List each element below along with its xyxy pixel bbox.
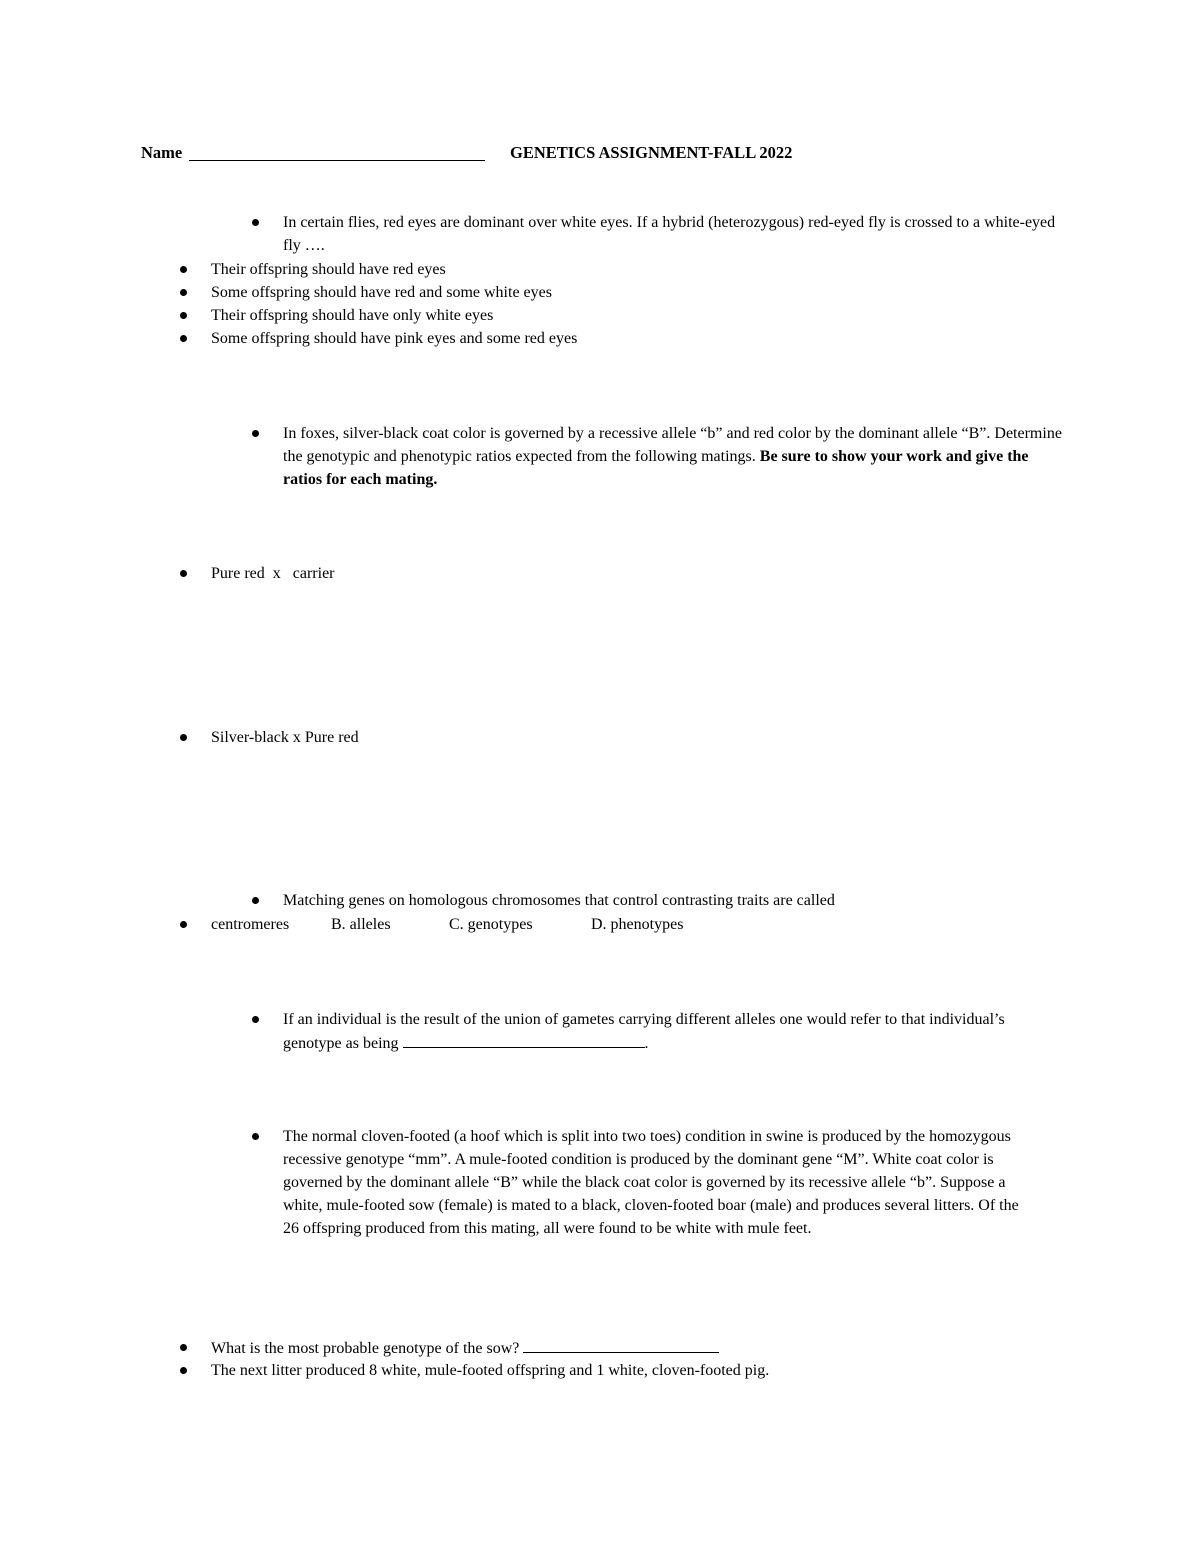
document-title: GENETICS ASSIGNMENT-FALL 2022 [510, 143, 793, 162]
bullet-icon [180, 1367, 187, 1374]
question-2-text: In foxes, silver-black coat color is governed by a recessive allele “b” and red color by the dominant allele “B”. Determine the genotypic and phenotypic ratios expected from the following matings. [283, 425, 1062, 465]
bullet-icon [180, 570, 187, 577]
name-label: Name [141, 143, 183, 162]
bullet-icon [252, 1016, 259, 1023]
option-text: Their offspring should have red eyes [211, 261, 446, 278]
mating-item [211, 562, 335, 585]
question-2-emphasis: Be sure to show your work and give the ratios for each mating. [283, 448, 1029, 488]
bullet-icon [252, 1133, 259, 1140]
choice-c: C. genotypes [449, 916, 533, 933]
name-blank-line[interactable] [189, 160, 485, 161]
question-1-option [211, 304, 493, 327]
sub-question-text: What is the most probable genotype of the sow? [211, 1340, 520, 1357]
bullet-icon [252, 897, 259, 904]
question-3 [283, 889, 835, 912]
bullet-icon [180, 335, 187, 342]
bullet-icon [252, 219, 259, 226]
option-text: Their offspring should have only white eyes [211, 307, 494, 324]
choice-b: B. alleles [331, 916, 391, 933]
question-3-text: Matching genes on homologous chromosomes that control contrasting traits are called [283, 892, 835, 909]
question-2 [283, 422, 1063, 491]
mating-text: Silver-black x Pure red [211, 729, 359, 746]
document-header [141, 141, 1061, 165]
answer-blank-line[interactable] [403, 1031, 645, 1048]
question-1-option [211, 258, 446, 281]
choice-d: D. phenotypes [591, 916, 684, 933]
answer-blank-line[interactable] [523, 1336, 719, 1353]
question-5-text: The normal cloven-footed (a hoof which is split into two toes) condition in swine is produced by the homozygous recessive genotype “mm”. A mule-footed condition is produced by the dominant gene “M”. White coat color is governed by the dominant allele “B” while the black coat color is governed by its recessive allele “b”. Suppose a white, mule-footed sow (female) is mated to a black, cloven-footed boar (male) and produces several litters. Of the 26 offspring produced from this mating, all were found to be white with mule feet. [283, 1128, 1019, 1237]
option-text: Some offspring should have pink eyes and some red eyes [211, 330, 578, 347]
question-1 [283, 211, 1063, 257]
bullet-icon [252, 430, 259, 437]
question-1-option [211, 281, 552, 304]
question-4-end: . [644, 1035, 649, 1052]
question-1-text: In certain flies, red eyes are dominant over white eyes. If a hybrid (heterozygous) red-eyed fly is crossed to a white-eyed fly …. [283, 214, 1056, 254]
bullet-icon [180, 266, 187, 273]
bullet-icon [180, 921, 187, 928]
question-4-text: If an individual is the result of the union of gametes carrying different alleles one would refer to that individual’s genotype as being [283, 1011, 1005, 1052]
bullet-icon [180, 1344, 187, 1351]
question-3-choices [211, 913, 683, 936]
question-1-option [211, 327, 577, 350]
bullet-icon [180, 289, 187, 296]
question-5-sub [211, 1359, 769, 1382]
mating-text: Pure red x carrier [211, 565, 335, 582]
bullet-icon [180, 312, 187, 319]
mating-item [211, 726, 359, 749]
question-5 [283, 1125, 1028, 1240]
sub-question-text: The next litter produced 8 white, mule-footed offspring and 1 white, cloven-footed pig. [211, 1362, 770, 1379]
question-4 [283, 1008, 1043, 1055]
bullet-icon [180, 734, 187, 741]
question-5-sub [211, 1336, 719, 1360]
option-text: Some offspring should have red and some white eyes [211, 284, 552, 301]
choice-a: centromeres [211, 916, 290, 933]
